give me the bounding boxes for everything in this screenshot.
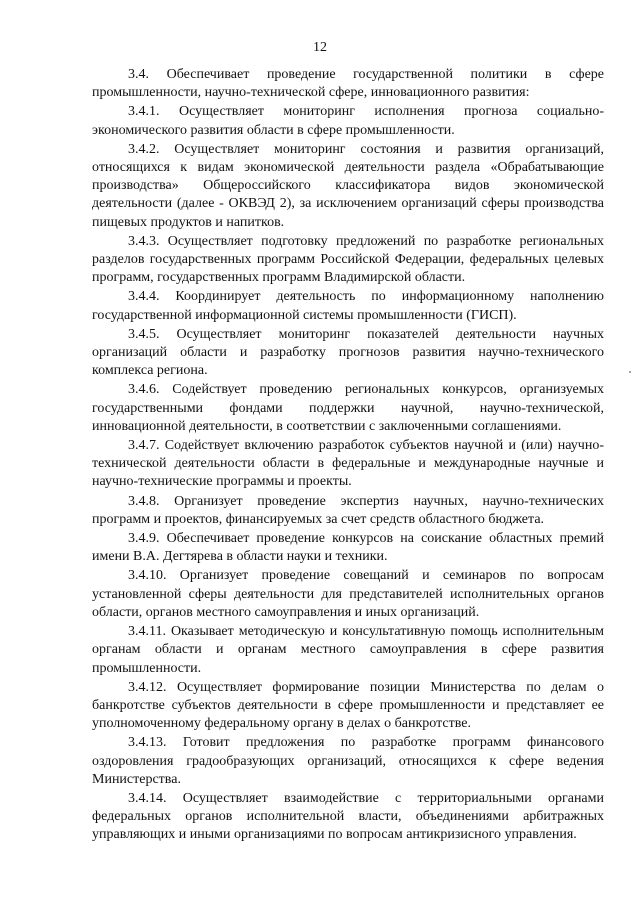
paragraph-3-4: 3.4. Обеспечивает проведение государственной политики в сфере промышленности, научно-технической сфере, инновационного развития: bbox=[92, 67, 604, 101]
paragraph-3-4-7: 3.4.7. Содействует включению разработок субъектов научной и (или) научно-технической деятельности области в федеральные и международные научные и научно-технические программы и проекты. bbox=[92, 438, 604, 490]
scan-speck bbox=[629, 371, 631, 373]
paragraph-3-4-3: 3.4.3. Осуществляет подготовку предложений по разработке региональных разделов государственных программ Российской Федерации, федеральных целевых программ, государственных программ Владимирской области. bbox=[92, 233, 604, 286]
paragraph-3-4-6: 3.4.6. Содействует проведению региональных конкурсов, организуемых государственными фондами поддержки научной, научно-технической, инновационной деятельности, в соответствии с заключенными соглашениями. bbox=[92, 382, 604, 434]
paragraph-3-4-11: 3.4.11. Оказывает методическую и консультативную помощь исполнительным органам области и органам местного самоуправления в сфере развития промышленности. bbox=[92, 624, 604, 676]
paragraph-3-4-4: 3.4.4. Координирует деятельность по информационному наполнению государственной информационной системы промышленности (ГИСП). bbox=[92, 289, 604, 323]
paragraph-3-4-10: 3.4.10. Организует проведение совещаний и семинаров по вопросам установленной сферы деятельности для представителей исполнительных органов области, органов местного самоуправления и иных организаций. bbox=[92, 568, 604, 620]
paragraph-3-4-12: 3.4.12. Осуществляет формирование позиции Министерства по делам о банкротстве субъектов деятельности в сфере промышленности и представляет ее уполномоченному федеральному органу в делах о банкротстве. bbox=[92, 679, 604, 732]
document-body bbox=[92, 66, 604, 846]
paragraph-3-4-5: 3.4.5. Осуществляет мониторинг показателей деятельности научных организаций области и разработку прогнозов развития научно-технического комплекса региона. bbox=[92, 326, 604, 379]
paragraph-3-4-8: 3.4.8. Организует проведение экспертиз научных, научно-технических программ и проектов, финансируемых за счет средств областного бюджета. bbox=[92, 493, 604, 527]
page-number: 12 bbox=[313, 40, 327, 55]
paragraph-3-4-2: 3.4.2. Осуществляет мониторинг состояния и развития организаций, относящихся к видам экономической деятельности раздела «Обрабатывающие производства» Общероссийского классификатора видов экономической деятельности (далее - ОКВЭД 2), за исключением организаций сферы производства пищевых продуктов и напитков. bbox=[92, 141, 604, 230]
paragraph-3-4-9: 3.4.9. Обеспечивает проведение конкурсов на соискание областных премий имени В.А. Дегтярева в области науки и техники. bbox=[92, 531, 604, 565]
paragraph-3-4-13: 3.4.13. Готовит предложения по разработке программ финансового оздоровления градообразующих организаций, относящихся к сфере ведения Министерства. bbox=[92, 735, 604, 787]
paragraph-3-4-1: 3.4.1. Осуществляет мониторинг исполнения прогноза социально-экономического развития области в сфере промышленности. bbox=[92, 104, 604, 138]
paragraph-3-4-14: 3.4.14. Осуществляет взаимодействие с территориальными органами федеральных органов исполнительной власти, объединениями арбитражных управляющих и иными организациями по вопросам антикризисного управления. bbox=[92, 790, 604, 843]
